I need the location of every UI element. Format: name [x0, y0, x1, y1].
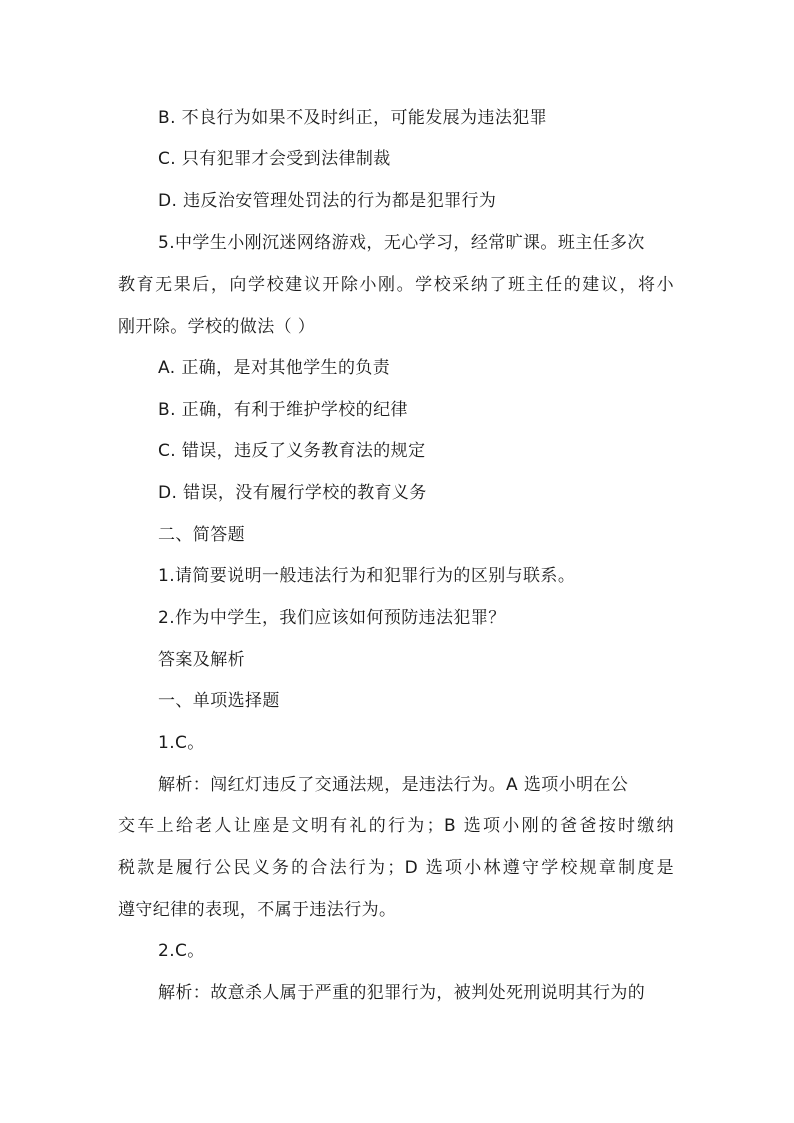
q4-option-c: C. 只有犯罪才会受到法律制裁	[158, 149, 391, 169]
q5-option-b: B. 正确，有利于维护学校的纪律	[158, 400, 408, 420]
q5-stem-line-2: 教育无果后，向学校建议开除小刚。学校采纳了班主任的建议，将小	[118, 275, 674, 295]
section-heading-single-choice: 一、单项选择题	[158, 691, 280, 711]
answer-1-explanation-line-4: 遵守纪律的表现，不属于违法行为。	[118, 900, 397, 920]
q4-option-b: B. 不良行为如果不及时纠正，可能发展为违法犯罪	[158, 108, 548, 128]
section-heading-short-answer: 二、简答题	[158, 525, 245, 545]
q5-stem-line-1: 5.中学生小刚沉迷网络游戏，无心学习，经常旷课。班主任多次	[158, 233, 645, 253]
answer-1-label: 1.C。	[158, 733, 205, 753]
answer-1-explanation-line-3: 税款是履行公民义务的合法行为；D 选项小林遵守学校规章制度是	[118, 858, 674, 878]
answers-heading: 答案及解析	[158, 650, 245, 670]
answer-1-explanation-line-1: 解析：闯红灯违反了交通法规，是违法行为。A 选项小明在公	[158, 775, 629, 795]
q4-option-d: D. 违反治安管理处罚法的行为都是犯罪行为	[158, 191, 497, 211]
answer-2-label: 2.C。	[158, 941, 205, 961]
q5-option-d: D. 错误，没有履行学校的教育义务	[158, 483, 427, 503]
q5-option-a: A. 正确，是对其他学生的负责	[158, 358, 391, 378]
answer-2-explanation-line-1: 解析：故意杀人属于严重的犯罪行为，被判处死刑说明其行为的	[158, 983, 646, 1003]
q5-option-c: C. 错误，违反了义务教育法的规定	[158, 441, 426, 461]
answer-1-explanation-line-2: 交车上给老人让座是文明有礼的行为；B 选项小刚的爸爸按时缴纳	[118, 816, 674, 836]
q5-stem-line-3: 刚开除。学校的做法（ ）	[118, 317, 316, 337]
short-answer-q2: 2.作为中学生，我们应该如何预防违法犯罪？	[158, 608, 506, 628]
short-answer-q1: 1.请简要说明一般违法行为和犯罪行为的区别与联系。	[158, 566, 576, 586]
